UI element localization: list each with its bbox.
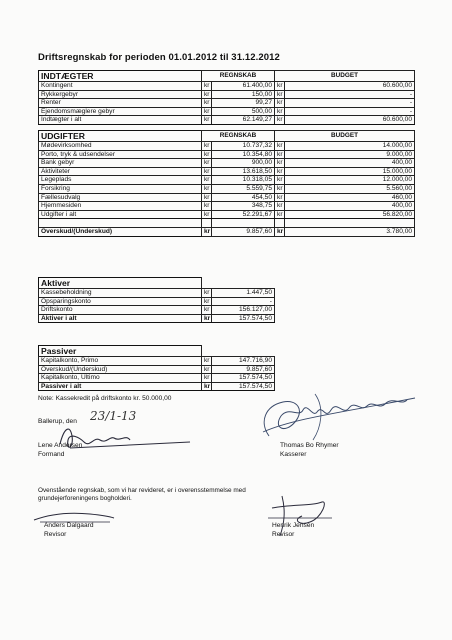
liabilities-table xyxy=(38,345,275,391)
table-row xyxy=(39,289,275,298)
table-row xyxy=(39,365,275,374)
currency-label: kr xyxy=(275,107,285,116)
table-row xyxy=(39,297,275,306)
budget-value: 400,00 xyxy=(285,159,415,168)
row-value: 156.127,00 xyxy=(212,306,275,315)
row-value: 157.574,50 xyxy=(212,374,275,383)
liabilities-heading: Passiver xyxy=(39,346,202,357)
auditor-statement-line1: Ovenstående regnskab, som vi har revideret, er i overensstemmelse med xyxy=(38,487,246,494)
currency-label: kr xyxy=(202,90,212,99)
row-label: Udgifter i alt xyxy=(39,210,202,219)
currency-label: kr xyxy=(275,202,285,211)
liabilities-header-row xyxy=(39,346,275,357)
table-row xyxy=(39,141,415,150)
income-header-row xyxy=(39,71,415,82)
budget-value: - xyxy=(285,90,415,99)
currency-label: kr xyxy=(275,90,285,99)
expense-col-actual: REGNSKAB xyxy=(202,130,275,141)
row-value: 147.716,90 xyxy=(212,357,275,366)
table-row xyxy=(39,176,415,185)
currency-label: kr xyxy=(202,382,212,391)
income-heading: INDTÆGTER xyxy=(39,71,202,82)
currency-label: kr xyxy=(202,116,212,125)
row-label: Kapitalkonto, Primo xyxy=(39,357,202,366)
row-label: Passiver i alt xyxy=(39,382,202,391)
table-row xyxy=(39,193,415,202)
budget-value: 5.560,00 xyxy=(285,184,415,193)
result-budget: 3.780,00 xyxy=(285,227,415,236)
row-label: Kapitalkonto, Ultimo xyxy=(39,374,202,383)
expense-header-row xyxy=(39,130,415,141)
table-row xyxy=(39,184,415,193)
currency-label: kr xyxy=(275,150,285,159)
blank-row xyxy=(39,219,415,228)
row-label: Mødevirksomhed xyxy=(39,141,202,150)
currency-label: kr xyxy=(275,141,285,150)
budget-value: - xyxy=(285,99,415,108)
currency-label: kr xyxy=(202,365,212,374)
row-label: Kontingent xyxy=(39,82,202,91)
table-row xyxy=(39,374,275,383)
chairman-signature xyxy=(50,418,190,458)
currency-label: kr xyxy=(202,210,212,219)
budget-value: 14.000,00 xyxy=(285,141,415,150)
currency-label: kr xyxy=(275,176,285,185)
currency-label: kr xyxy=(275,99,285,108)
currency-label: kr xyxy=(202,184,212,193)
result-kr2: kr xyxy=(275,227,285,236)
treasurer-role: Kasserer xyxy=(280,451,307,458)
currency-label: kr xyxy=(202,141,212,150)
table-row xyxy=(39,82,415,91)
currency-label: kr xyxy=(202,289,212,298)
currency-label: kr xyxy=(202,176,212,185)
expense-col-budget: BUDGET xyxy=(275,130,415,141)
result-actual: 9.857,60 xyxy=(212,227,275,236)
place-date-label: Ballerup, den xyxy=(38,418,77,425)
row-label: Indtægter i alt xyxy=(39,116,202,125)
row-label: Overskud/(Underskud) xyxy=(39,365,202,374)
row-label: Renter xyxy=(39,99,202,108)
credit-note: Note: Kassekredit på driftskonto kr. 50.000,00 xyxy=(38,395,172,402)
table-row xyxy=(39,202,415,211)
row-label: Opsparingskonto xyxy=(39,297,202,306)
row-value: - xyxy=(212,297,275,306)
table-row xyxy=(39,116,415,125)
row-label: Forsikring xyxy=(39,184,202,193)
result-row xyxy=(39,227,415,236)
row-label: Aktiver i alt xyxy=(39,314,202,323)
auditor-statement-line2: grundejerforeningens bogholderi. xyxy=(38,495,132,502)
currency-label: kr xyxy=(275,210,285,219)
table-row xyxy=(39,167,415,176)
currency-label: kr xyxy=(202,107,212,116)
row-value: 157.574,50 xyxy=(212,314,275,323)
actual-value: 900,00 xyxy=(212,159,275,168)
actual-value: 61.400,00 xyxy=(212,82,275,91)
actual-value: 150,00 xyxy=(212,90,275,99)
auditor2-name: Henrik Jensen xyxy=(272,522,315,529)
table-row xyxy=(39,382,275,391)
currency-label: kr xyxy=(202,82,212,91)
income-col-budget: BUDGET xyxy=(275,71,415,82)
expense-section xyxy=(39,130,415,218)
currency-label: kr xyxy=(202,202,212,211)
auditor2-role: Revisor xyxy=(272,531,295,538)
actual-value: 99,27 xyxy=(212,99,275,108)
actual-value: 62.149,27 xyxy=(212,116,275,125)
actual-value: 10.318,05 xyxy=(212,176,275,185)
chairman-name: Lene Andersen xyxy=(38,442,83,449)
table-row xyxy=(39,306,275,315)
result-section xyxy=(39,219,415,236)
currency-label: kr xyxy=(202,297,212,306)
currency-label: kr xyxy=(202,314,212,323)
table-row xyxy=(39,357,275,366)
currency-label: kr xyxy=(202,193,212,202)
result-label: Overskud/(Underskud) xyxy=(39,227,202,236)
expense-heading: UDGIFTER xyxy=(39,130,202,141)
table-row xyxy=(39,107,415,116)
assets-header-row xyxy=(39,278,275,289)
income-col-actual: REGNSKAB xyxy=(202,71,275,82)
assets-heading: Aktiver xyxy=(39,278,202,289)
actual-value: 10.354,80 xyxy=(212,150,275,159)
row-label: Ejendomsmæglere gebyr xyxy=(39,107,202,116)
row-label: Legeplads xyxy=(39,176,202,185)
actual-value: 52.291,67 xyxy=(212,210,275,219)
table-row xyxy=(39,99,415,108)
page-title: Driftsregnskab for perioden 01.01.2012 til 31.12.2012 xyxy=(38,52,280,63)
assets-table xyxy=(38,277,275,323)
currency-label: kr xyxy=(275,167,285,176)
actual-value: 348,75 xyxy=(212,202,275,211)
auditor1-name: Anders Dalgaard xyxy=(44,522,94,529)
budget-value: 12.000,00 xyxy=(285,176,415,185)
currency-label: kr xyxy=(275,116,285,125)
currency-label: kr xyxy=(275,184,285,193)
income-expense-table xyxy=(38,70,415,237)
currency-label: kr xyxy=(275,159,285,168)
row-value: 157.574,50 xyxy=(212,382,275,391)
currency-label: kr xyxy=(202,167,212,176)
row-label: Hjemmesiden xyxy=(39,202,202,211)
budget-value: 60.600,00 xyxy=(285,116,415,125)
table-row xyxy=(39,314,275,323)
actual-value: 500,00 xyxy=(212,107,275,116)
row-label: Aktiviteter xyxy=(39,167,202,176)
actual-value: 454,50 xyxy=(212,193,275,202)
currency-label: kr xyxy=(202,99,212,108)
table-row xyxy=(39,150,415,159)
budget-value: 15.000,00 xyxy=(285,167,415,176)
row-label: Kassebeholdning xyxy=(39,289,202,298)
currency-label: kr xyxy=(275,193,285,202)
row-label: Driftskonto xyxy=(39,306,202,315)
row-label: Rykkergebyr xyxy=(39,90,202,99)
chairman-role: Formand xyxy=(38,451,65,458)
result-kr1: kr xyxy=(202,227,212,236)
row-label: Porto, tryk & udsendelser xyxy=(39,150,202,159)
actual-value: 5.559,75 xyxy=(212,184,275,193)
budget-value: 400,00 xyxy=(285,202,415,211)
actual-value: 10.737,32 xyxy=(212,141,275,150)
actual-value: 13.618,50 xyxy=(212,167,275,176)
handwritten-date: 23/1-13 xyxy=(90,409,137,423)
currency-label: kr xyxy=(202,150,212,159)
row-label: Bank gebyr xyxy=(39,159,202,168)
auditor1-role: Revisor xyxy=(44,531,67,538)
row-label: Fællesudvalg xyxy=(39,193,202,202)
table-row xyxy=(39,90,415,99)
treasurer-name: Thomas Bo Rhymer xyxy=(280,442,339,449)
table-row xyxy=(39,210,415,219)
budget-value: 56.820,00 xyxy=(285,210,415,219)
row-value: 1.447,50 xyxy=(212,289,275,298)
currency-label: kr xyxy=(202,374,212,383)
currency-label: kr xyxy=(202,357,212,366)
table-row xyxy=(39,159,415,168)
budget-value: 60.600,00 xyxy=(285,82,415,91)
income-section xyxy=(39,71,415,125)
currency-label: kr xyxy=(275,82,285,91)
currency-label: kr xyxy=(202,159,212,168)
row-value: 9.857,60 xyxy=(212,365,275,374)
budget-value: - xyxy=(285,107,415,116)
currency-label: kr xyxy=(202,306,212,315)
budget-value: 460,00 xyxy=(285,193,415,202)
budget-value: 9.000,00 xyxy=(285,150,415,159)
